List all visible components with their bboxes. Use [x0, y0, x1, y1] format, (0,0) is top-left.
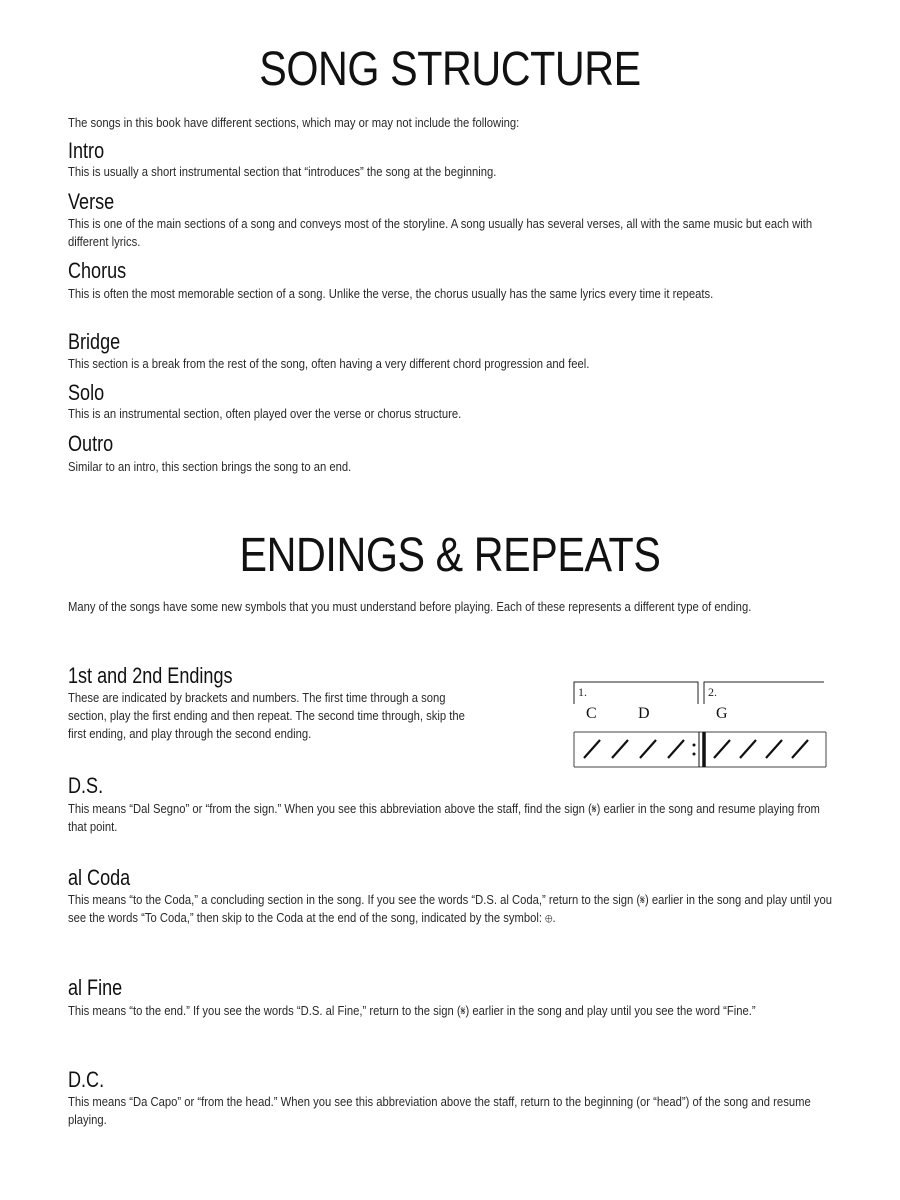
endings-repeats-title: ENDINGS & REPEATS	[239, 529, 661, 582]
section-text-bridge: This section is a break from the rest of the song, often having a very different chord progression and feel.	[68, 357, 590, 371]
ending-notation-example	[570, 676, 830, 772]
section-heading-verse: Verse	[68, 189, 115, 214]
section-text-ds: This means “Dal Segno” or “from the sign.” When you see this abbreviation above the staff, find the sign (𝄋) earlier in the song and resume playing from that point.	[68, 802, 820, 834]
section-heading-bridge: Bridge	[68, 329, 121, 354]
section-heading-chorus: Chorus	[68, 258, 127, 283]
chord-symbol: C	[586, 705, 597, 722]
section-heading-al-coda: al Coda	[68, 865, 131, 890]
section-text-endings: These are indicated by brackets and numbers. The first time through a song section, play the first ending and then repeat. The second time through, skip the first ending, and play through the second ending.	[68, 691, 465, 741]
section-text-chorus: This is often the most memorable section of a song. Unlike the verse, the chorus usually has the same lyrics every time it repeats.	[68, 287, 714, 301]
section-heading-dc: D.C.	[68, 1067, 105, 1092]
section-heading-ds: D.S.	[68, 773, 104, 798]
second-ending-number: 2.	[708, 685, 717, 699]
section-text-solo: This is an instrumental section, often played over the verse or chorus structure.	[68, 407, 462, 421]
section-heading-solo: Solo	[68, 380, 105, 405]
first-ending-number: 1.	[578, 685, 587, 699]
section-text-verse: This is one of the main sections of a song and conveys most of the storyline. A song usually has several verses, all with the same music but each with different lyrics.	[68, 217, 813, 249]
second-ending-bracket	[704, 682, 824, 704]
section-heading-al-fine: al Fine	[68, 975, 123, 1000]
song-structure-intro: The songs in this book have different sections, which may or may not include the following:	[68, 116, 520, 130]
section-text-al-coda: This means “to the Coda,” a concluding section in the song. If you see the words “D.S. al Coda,” return to the sign (𝄋) earlier in the song and play until you see the words “To Coda,” then skip to the Coda at the end of the song, indicated by the symbol: ⊕.	[68, 893, 833, 925]
section-text-outro: Similar to an intro, this section brings the song to an end.	[68, 460, 352, 474]
chord-symbol: G	[716, 705, 728, 722]
rhythm-slashes-measure-2	[714, 740, 808, 758]
section-text-intro: This is usually a short instrumental section that “introduces” the song at the beginning.	[68, 165, 497, 179]
section-heading-intro: Intro	[68, 138, 105, 163]
repeat-dot	[693, 753, 696, 756]
endings-repeats-intro: Many of the songs have some new symbols that you must understand before playing. Each of these represents a different type of ending.	[68, 600, 752, 614]
section-text-dc: This means “Da Capo” or “from the head.” When you see this abbreviation above the staff, return to the beginning (or “head”) of the song and resume playing.	[68, 1095, 811, 1127]
section-heading-endings: 1st and 2nd Endings	[68, 663, 233, 688]
chord-symbol: D	[638, 705, 650, 722]
section-text-al-fine: This means “to the end.” If you see the words “D.S. al Fine,” return to the sign (𝄋) earlier in the song and play until you see the word “Fine.”	[68, 1004, 756, 1018]
first-ending-bracket	[574, 682, 698, 704]
song-structure-title: SONG STRUCTURE	[259, 43, 641, 96]
rhythm-slashes-measure-1	[584, 740, 684, 758]
section-heading-outro: Outro	[68, 431, 114, 456]
repeat-dot	[693, 744, 696, 747]
